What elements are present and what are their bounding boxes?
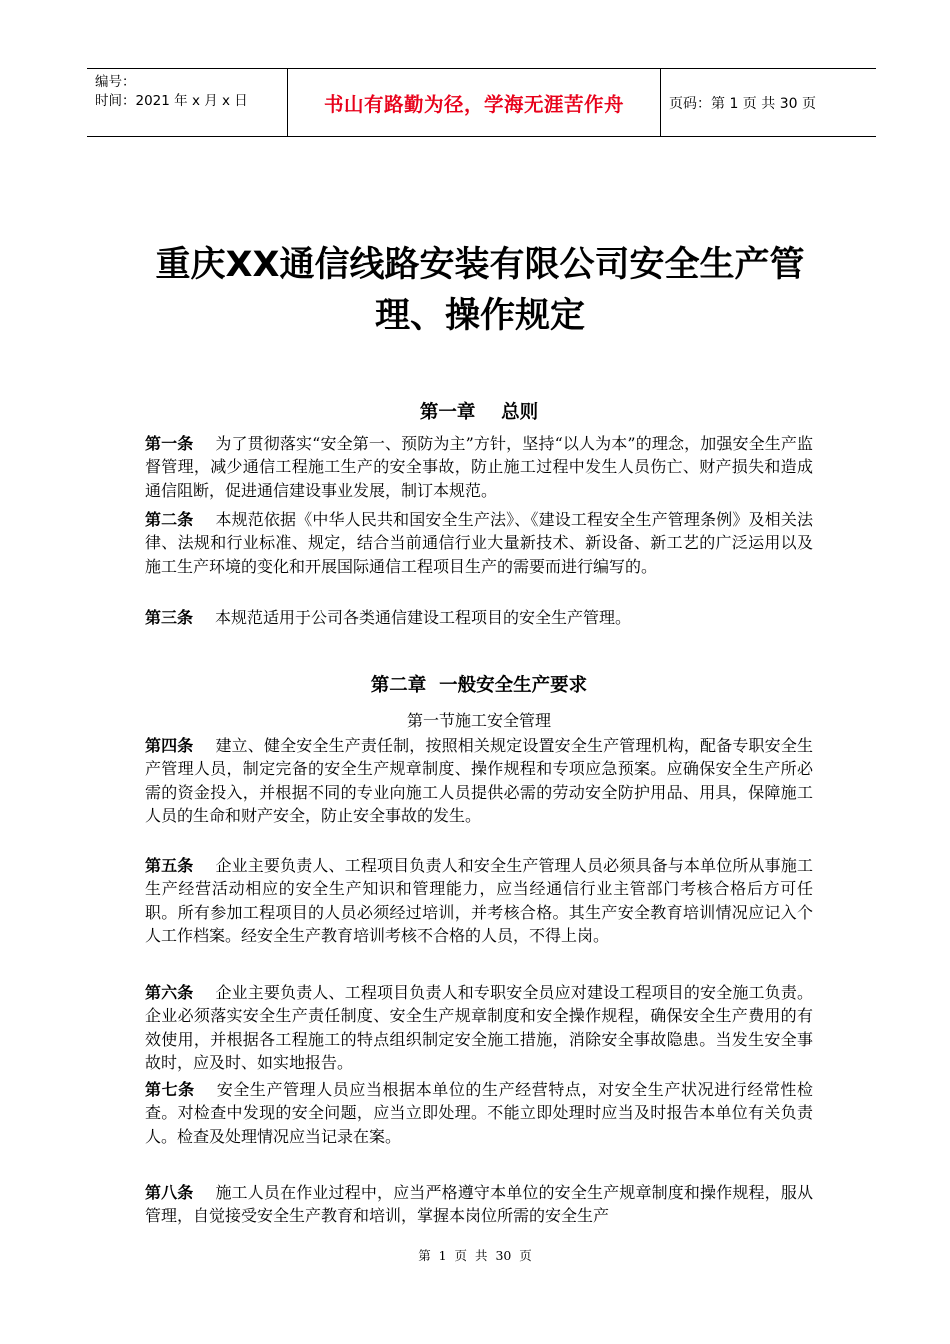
time-label: 时间：2021 年 x 月 x 日 bbox=[95, 93, 248, 109]
article-label: 第六条 bbox=[145, 983, 194, 1002]
article-text: 建立、健全安全生产责任制，按照相关规定设置安全生产管理机构，配备专职安全生产管理人员，制定完备的安全生产规章制度、操作规程和专项应急预案。应确保安全生产所必需的资金投入，并根据不同的专业向施工人员提供必需的劳动安全防护用品、用具，保障施工人员的生命和财产安全，防止安全事故的发生。 bbox=[145, 736, 813, 825]
article-text: 为了贯彻落实“安全第一、预防为主”方针，坚持“以人为本”的理念，加强安全生产监督管理，减少通信工程施工生产的安全事故，防止施工过程中发生人员伤亡、财产损失和造成通信阻断，促进通信建设事业发展，制订本规范。 bbox=[145, 434, 813, 500]
article-text: 企业主要负责人、工程项目负责人和安全生产管理人员必须具备与本单位所从事施工生产经营活动相应的安全生产知识和管理能力，应当经通信行业主管部门考核合格后方可任职。所有参加工程项目的人员必须经过培训，并考核合格。其生产安全教育培训情况应记入个人工作档案。经安全生产教育培训考核不合格的人员，不得上岗。 bbox=[145, 856, 813, 945]
article-1 bbox=[145, 432, 813, 502]
title-line-2: 理、操作规定 bbox=[374, 296, 585, 336]
article-text: 本规范依据《中华人民共和国安全生产法》、《建设工程安全生产管理条例》及相关法律、法规和行业标准、规定，结合当前通信行业大量新技术、新设备、新工艺的广泛运用以及施工生产环境的变化和开展国际通信工程项目生产的需要而进行编写的。 bbox=[145, 510, 813, 576]
chapter-heading-2: 第二章 一般安全生产要求 bbox=[370, 675, 588, 696]
article-label: 第五条 bbox=[145, 856, 194, 875]
article-6 bbox=[145, 981, 813, 1074]
article-5 bbox=[145, 854, 813, 947]
document-title bbox=[120, 240, 840, 342]
article-8 bbox=[145, 1181, 813, 1228]
page-header bbox=[87, 68, 876, 137]
header-motto: 书山有路勤为径，学海无涯苦作舟 bbox=[287, 69, 661, 136]
title-line-1: 重庆XX通信线路安装有限公司安全生产管 bbox=[155, 245, 805, 285]
page-footer: 第 1 页 共 30 页 bbox=[418, 1248, 532, 1263]
article-2 bbox=[145, 508, 813, 578]
article-label: 第四条 bbox=[145, 736, 194, 755]
article-3 bbox=[145, 606, 813, 629]
article-label: 第二条 bbox=[145, 510, 194, 529]
article-label: 第三条 bbox=[145, 608, 194, 627]
article-label: 第八条 bbox=[145, 1183, 194, 1202]
number-label: 编号： bbox=[95, 74, 136, 90]
article-text: 施工人员在作业过程中，应当严格遵守本单位的安全生产规章制度和操作规程，服从管理，自觉接受安全生产教育和培训，掌握本岗位所需的安全生产 bbox=[145, 1183, 813, 1226]
chapter-heading-1: 第一章 总则 bbox=[419, 402, 539, 423]
article-label: 第一条 bbox=[145, 434, 194, 453]
header-page-info: 页码：第 1 页 共 30 页 bbox=[669, 95, 816, 112]
article-text: 企业主要负责人、工程项目负责人和专职安全员应对建设工程项目的安全施工负责。企业必须落实安全生产责任制度、安全生产规章制度和安全操作规程，确保安全生产费用的有效使用，并根据各工程施工的特点组织制定安全施工措施，消除安全事故隐患。当发生安全事故时，应及时、如实地报告。 bbox=[145, 983, 813, 1072]
article-label: 第七条 bbox=[145, 1080, 195, 1099]
article-text: 本规范适用于公司各类通信建设工程项目的安全生产管理。 bbox=[215, 608, 632, 627]
article-4 bbox=[145, 734, 813, 827]
header-meta bbox=[87, 69, 287, 136]
section-heading-1: 第一节施工安全管理 bbox=[406, 711, 551, 730]
article-7 bbox=[145, 1078, 813, 1148]
article-text: 安全生产管理人员应当根据本单位的生产经营特点，对安全生产状况进行经常性检查。对检查中发现的安全问题，应当立即处理。不能立即处理时应当及时报告本单位有关负责人。检查及处理情况应当记录在案。 bbox=[145, 1080, 813, 1146]
